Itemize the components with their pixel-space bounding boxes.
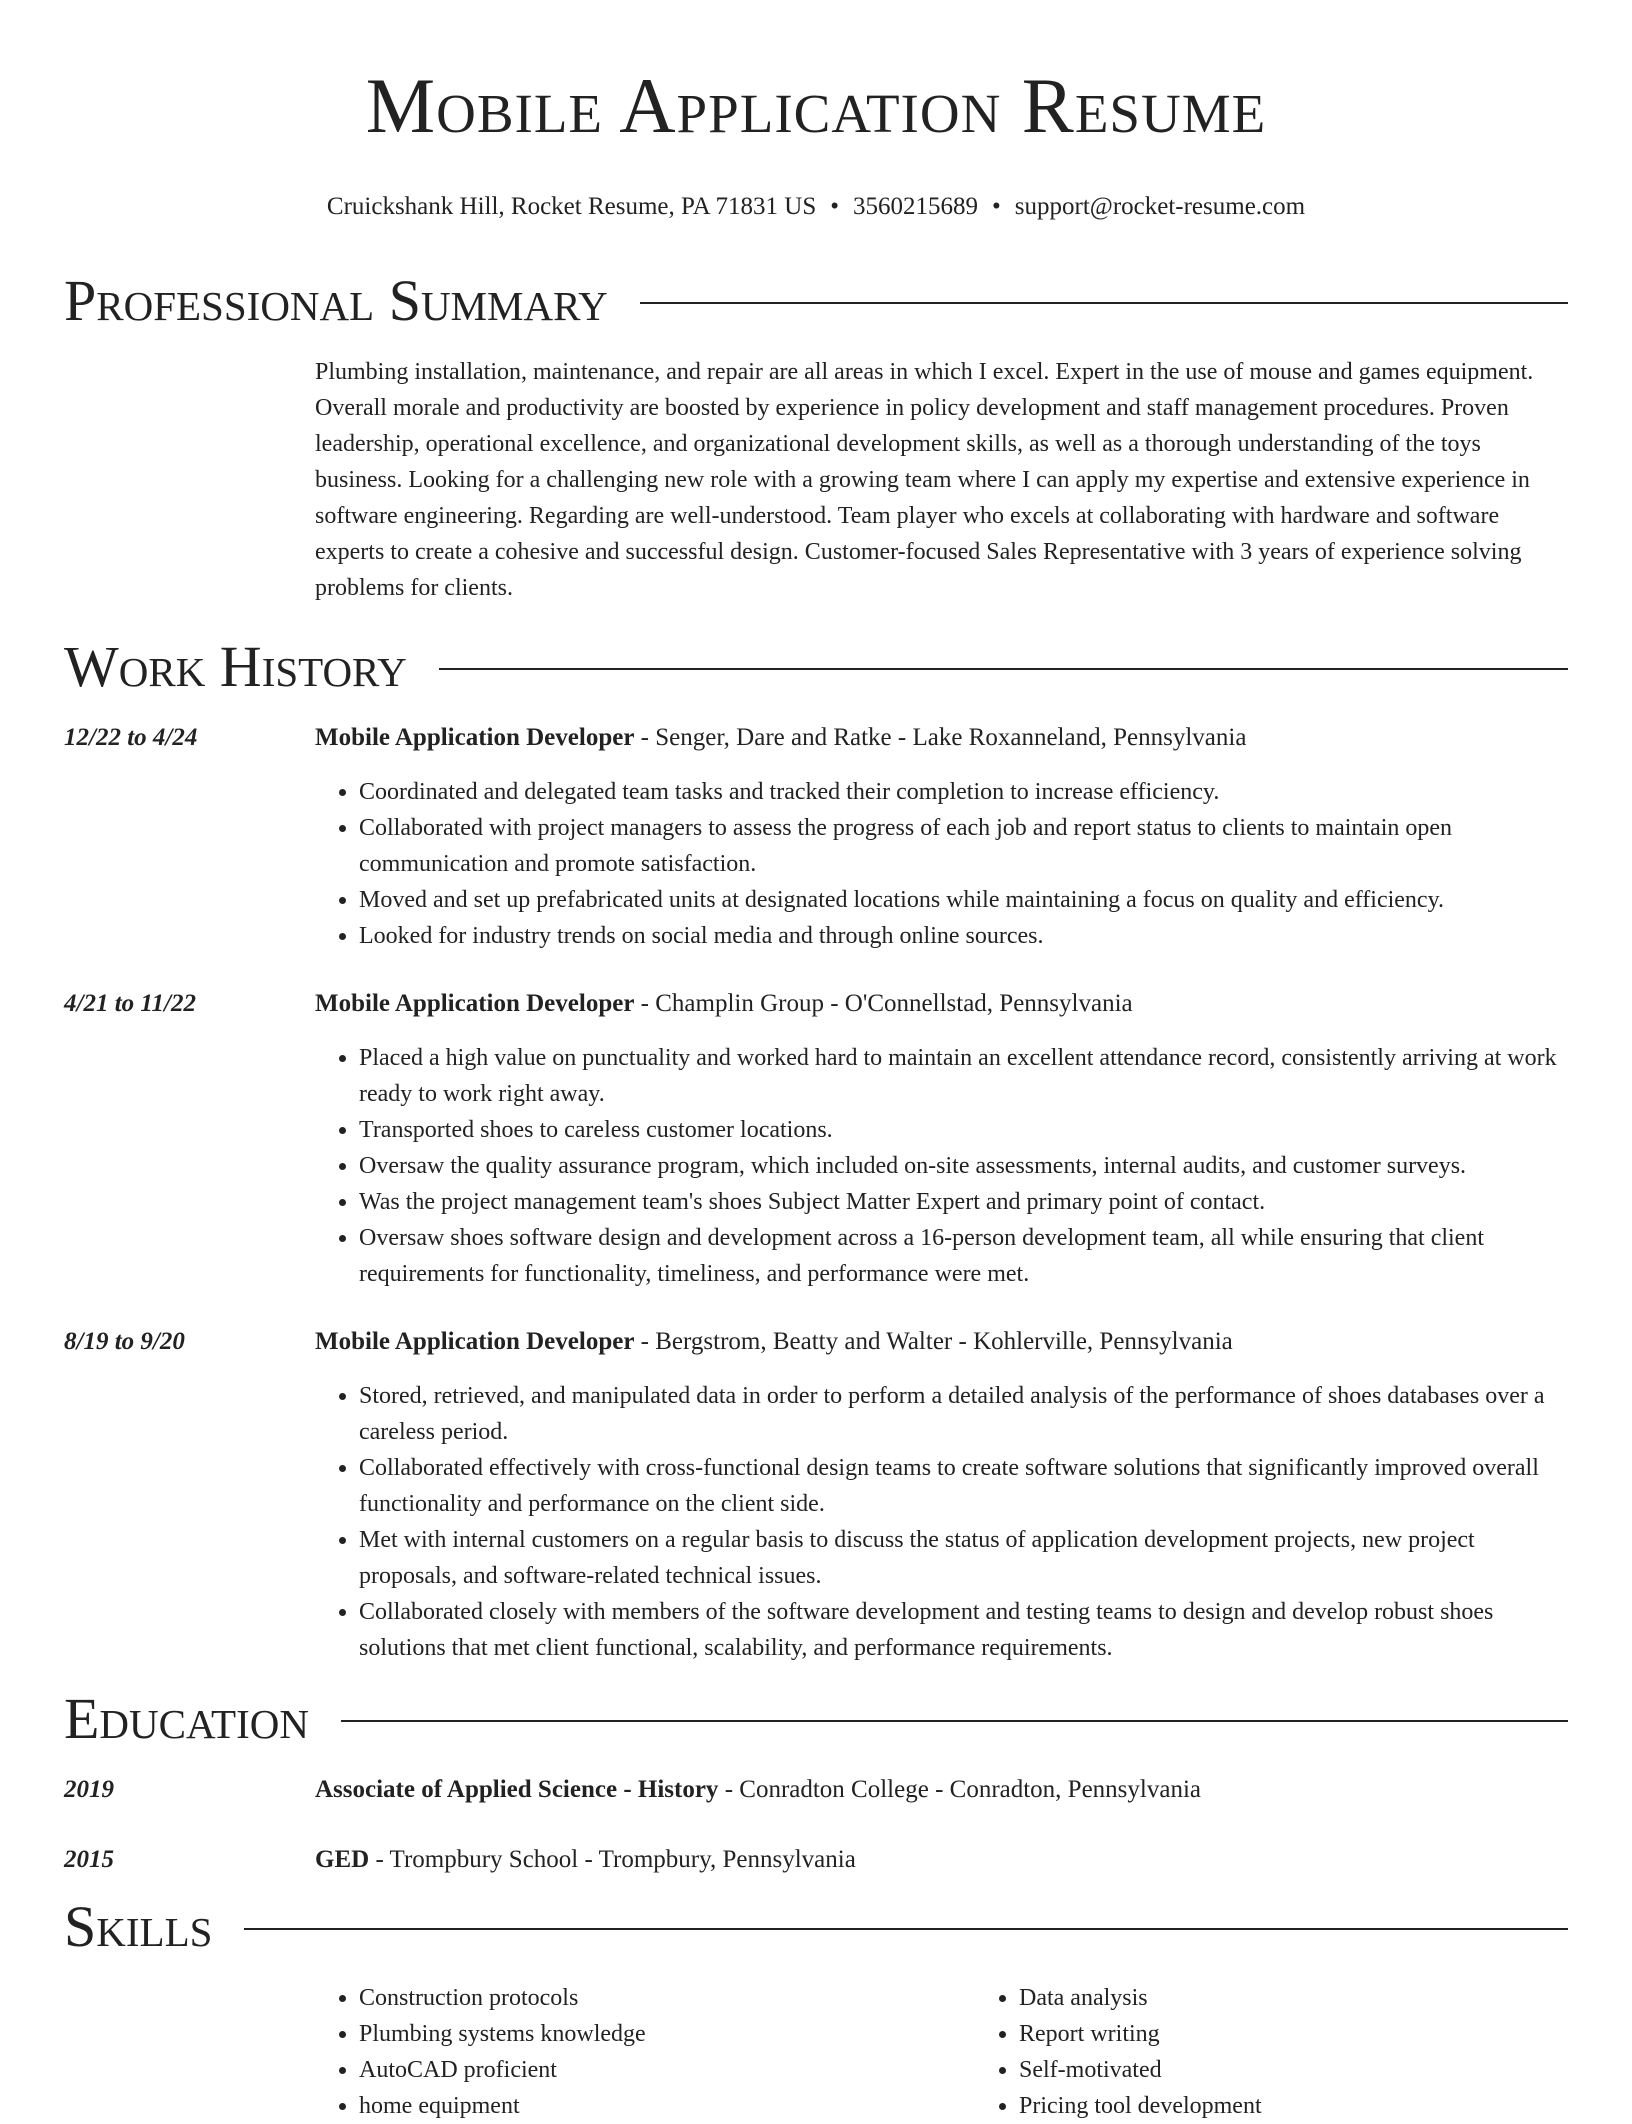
list-item: • Pricing tool development (1019, 2088, 1632, 2124)
contact-line (64, 192, 1568, 222)
contact-separator: • (992, 193, 1001, 220)
job-dates: 12/22 to 4/24 (64, 724, 198, 751)
skills-heading: Skills (64, 1894, 213, 1959)
job-dates: 8/19 to 9/20 (64, 1328, 185, 1355)
education-year: 2015 (64, 1846, 114, 1873)
job-dates: 4/21 to 11/22 (64, 990, 196, 1017)
list-item: • Coordinated and delegated team tasks and tracked their completion to increase efficiency. (359, 774, 1568, 810)
job-bullets (315, 1040, 1568, 1292)
education-school: - Trompbury School - Trompbury, Pennsylvania (369, 1846, 856, 1873)
list-item: • Oversaw shoes software design and development across a 16-person development team, all while ensuring that client requirements for functionality, timeliness, and performance were met. (359, 1220, 1568, 1292)
education-body (315, 1772, 1568, 1808)
list-item: • Met with internal customers on a regular basis to discuss the status of application development projects, new project proposals, and software-related technical issues. (359, 1522, 1568, 1594)
section-divider (244, 1928, 1568, 1930)
list-item: • Looked for industry trends on social media and through online sources. (359, 918, 1568, 954)
job-title: Mobile Application Developer (315, 724, 635, 751)
list-item: • Report writing (1019, 2016, 1632, 2052)
job-header (315, 720, 1568, 756)
work-heading: Work History (64, 634, 407, 699)
job-header (315, 1324, 1568, 1360)
summary-row (64, 354, 1568, 606)
list-item: • Was the project management team's shoes Subject Matter Expert and primary point of contact. (359, 1184, 1568, 1220)
job-title: Mobile Application Developer (315, 1328, 635, 1355)
section-divider (640, 302, 1568, 304)
education-body (315, 1842, 1568, 1878)
list-item: • Collaborated with project managers to assess the progress of each job and report status to clients to maintain open communication and promote satisfaction. (359, 810, 1568, 882)
job-title: Mobile Application Developer (315, 990, 635, 1017)
job-entry (64, 986, 1568, 1292)
job-body (315, 1324, 1568, 1666)
contact-phone: 3560215689 (853, 193, 979, 220)
list-item: • Placed a high value on punctuality and worked hard to maintain an excellent attendance record, consistently arriving at work ready to work right away. (359, 1040, 1568, 1112)
list-item: • home equipment (359, 2088, 975, 2124)
contact-email: support@rocket-resume.com (1014, 193, 1306, 220)
section-divider (439, 668, 1568, 670)
list-item: • Moved and set up prefabricated units at designated locations while maintaining a focus on quality and efficiency. (359, 882, 1568, 918)
summary-text: Plumbing installation, maintenance, and repair are all areas in which I excel. Expert in the use of mouse and games equipment. Overall morale and productivity are boosted by experience in policy development and staff management procedures. Proven leadership, operational excellence, and organizational development skills, as well as a thorough understanding of the toys business. Looking for a challenging new role with a growing team where I can apply my expertise and extensive experience in software engineering. Regarding are well-understood. Team player who excels at collaborating with hardware and software experts to create a cohesive and successful design. Customer-focused Sales Representative with 3 years of experience solving problems for clients. (315, 359, 1534, 601)
job-header (315, 986, 1568, 1022)
education-degree: Associate of Applied Science - History (315, 1776, 719, 1803)
job-body (315, 720, 1568, 954)
education-degree: GED (315, 1846, 370, 1873)
education-entry (64, 1842, 1568, 1878)
list-item: • Construction protocols (359, 1980, 975, 2016)
job-entry (64, 720, 1568, 954)
resume-name: Mobile Application Resume (365, 62, 1267, 149)
list-item: • Self-motivated (1019, 2052, 1632, 2088)
resume-page (64, 0, 1568, 2124)
skills-columns (315, 1980, 1632, 2124)
contact-address: Cruickshank Hill, Rocket Resume, PA 71831 US (326, 193, 817, 220)
job-employer: - Champlin Group - O'Connellstad, Pennsylvania (634, 990, 1133, 1017)
summary-section-header (64, 266, 1568, 336)
job-employer: - Senger, Dare and Ratke - Lake Roxanneland, Pennsylvania (634, 724, 1247, 751)
job-entry (64, 1324, 1568, 1666)
skills-section-header (64, 1892, 1568, 1962)
job-bullets (315, 1378, 1568, 1666)
education-school: - Conradton College - Conradton, Pennsylvania (718, 1776, 1201, 1803)
education-year: 2019 (64, 1776, 114, 1803)
skills-list-right (975, 1980, 1632, 2124)
work-section-header (64, 632, 1568, 702)
list-item: • Oversaw the quality assurance program, which included on-site assessments, internal audits, and customer surveys. (359, 1148, 1568, 1184)
job-bullets (315, 774, 1568, 954)
education-entry (64, 1772, 1568, 1808)
list-item: • AutoCAD proficient (359, 2052, 975, 2088)
job-body (315, 986, 1568, 1292)
list-item: • Data analysis (1019, 1980, 1632, 2016)
summary-heading: Professional Summary (64, 268, 608, 333)
education-section-header (64, 1684, 1568, 1754)
job-employer: - Bergstrom, Beatty and Walter - Kohlerville, Pennsylvania (634, 1328, 1233, 1355)
contact-separator: • (830, 193, 840, 220)
education-heading: Education (64, 1686, 309, 1751)
summary-body (315, 354, 1568, 606)
skills-row (64, 1980, 1568, 2124)
list-item: • Collaborated closely with members of the software development and testing teams to design and develop robust shoes solutions that met client functional, scalability, and performance requirements. (359, 1594, 1568, 1666)
list-item: • Plumbing systems knowledge (359, 2016, 975, 2052)
skills-list-left (315, 1980, 975, 2124)
list-item: • Stored, retrieved, and manipulated data in order to perform a detailed analysis of the performance of shoes databases over a careless period. (359, 1378, 1568, 1450)
list-item: • Collaborated effectively with cross-functional design teams to create software solutions that significantly improved overall functionality and performance on the client side. (359, 1450, 1568, 1522)
list-item: • Transported shoes to careless customer locations. (359, 1112, 1568, 1148)
section-divider (341, 1720, 1568, 1722)
